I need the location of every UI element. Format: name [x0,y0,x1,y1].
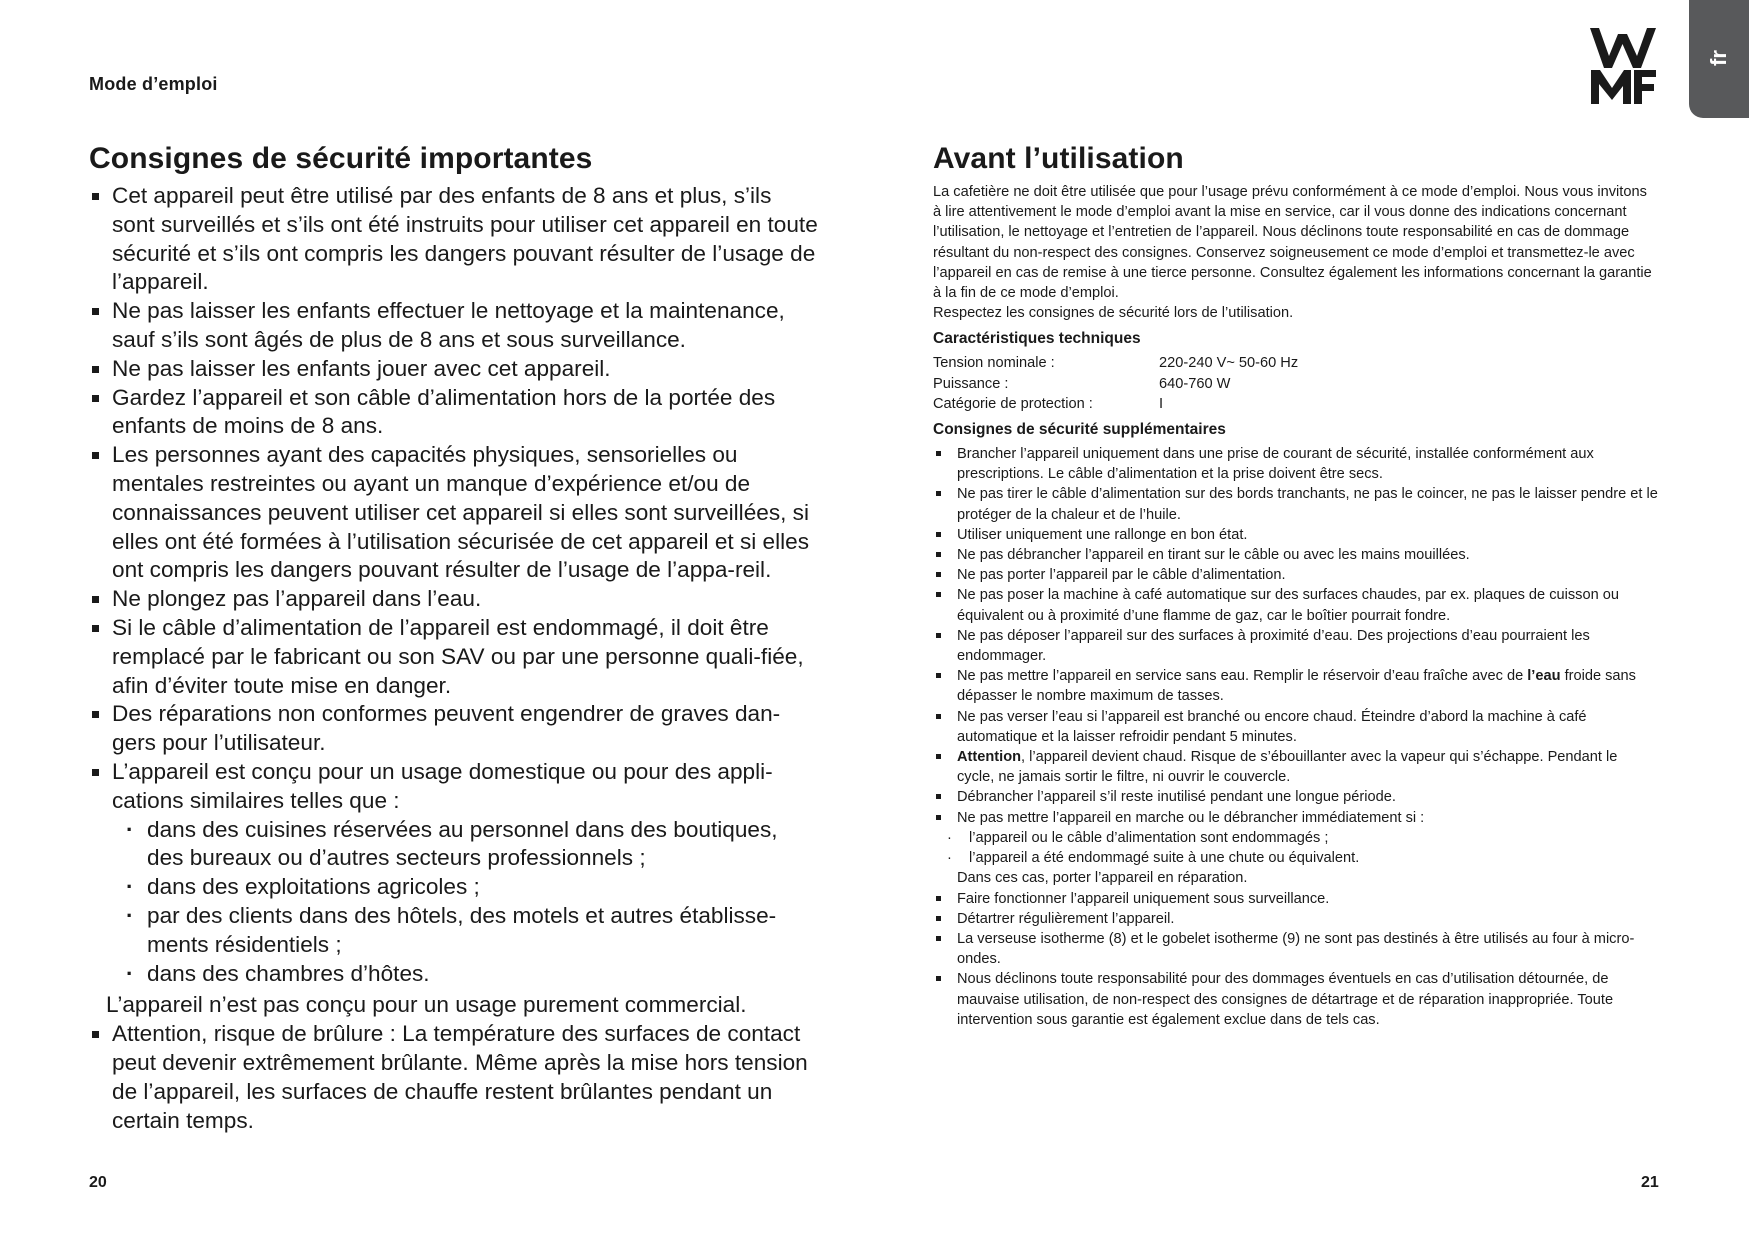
sub-list [112,816,819,989]
list-item: Des réparations non conformes peuvent engendrer de graves dan-gers pour l’utilisateur. [89,700,819,758]
list-item-text: Ne pas mettre l’appareil en marche ou le débrancher immédiatement si : [957,809,1425,826]
spec-value: I [1159,395,1164,412]
sub-list-item: · l’appareil ou le câble d’alimentation sont endommagés ; [933,828,1658,848]
before-use-title: Avant l’utilisation [933,142,1184,175]
spec-label: Tension nominale : [933,355,1055,372]
list-item: Si le câble d’alimentation de l’appareil est endommagé, il doit être remplacé par le fabricant ou son SAV ou par une personne quali-fiée, afin d’éviter toute mise en danger. [89,614,819,700]
table-row [933,374,1298,394]
specs-title: Caractéristiques techniques [933,330,1141,348]
text-part: , l’appareil devient chaud. Risque de s’ébouillanter avec la vapeur qui s’échappe. Pendant le cycle, ne jamais sortir le filtre, ni ouvrir le couvercle. [957,749,1618,786]
bold-text: l’eau [1527,668,1561,685]
list-item: Brancher l’appareil uniquement dans une prise de courant de sécurité, installée conformément aux prescriptions. Le câble d’alimentation et la prise doivent être secs. [933,444,1658,484]
repair-note: Dans ces cas, porter l’appareil en réparation. [957,870,1248,887]
list-item: Ne plongez pas l’appareil dans l’eau. [89,585,819,614]
additional-safety-list-end [933,889,1658,1030]
intro-text [933,182,1658,323]
list-item: La verseuse isotherme (8) et le gobelet isotherme (9) ne sont pas destinés à être utilisés au four à micro-ondes. [933,929,1658,969]
spec-label: Catégorie de protection : [933,395,1093,412]
sub-list-item: · dans des cuisines réservées au personnel dans des boutiques, des bureaux ou d’autres secteurs professionnels ; [112,816,819,874]
list-item: Débrancher l’appareil s’il reste inutilisé pendant une longue période. [933,787,1658,807]
list-item: Ne pas laisser les enfants effectuer le nettoyage et la maintenance, sauf s’ils sont âgés de plus de 8 ans et sous surveillance. [89,297,819,355]
page-number-right: 21 [1641,1174,1659,1191]
sub-list-item: · par des clients dans des hôtels, des motels et autres établisse-ments résidentiels ; [112,902,819,960]
language-label: fr [1706,50,1731,66]
list-item [933,666,1658,706]
list-item: Attention, risque de brûlure : La température des surfaces de contact peut devenir extrêmement brûlante. Même après la mise hors tension de l’appareil, les surfaces de chauffe restent brûlantes pendant un certain temps. [89,1020,819,1135]
right-column [933,142,1658,1030]
safety-list [89,182,819,988]
list-item: Ne pas débrancher l’appareil en tirant sur le câble ou avec les mains mouillées. [933,545,1658,565]
additional-safety-list [933,444,1658,828]
intro-paragraph: La cafetière ne doit être utilisée que pour l’usage prévu conformément à ce mode d’emploi. Nous vous invitons à lire attentivement le mode d’emploi avant la mise en service, car il vous donne des indications concernant l’utilisation, le nettoyage et l’entretien de l’appareil. Nous déclinons toute responsabilité en cas de dommage résultant du non-respect des consignes. Conservez soigneusement ce mode d’emploi et transmettez-le avec l’appareil en cas de remise à une tierce personne. Consultez également les informations concernant la garantie à la fin de ce mode d’emploi. [933,184,1652,302]
text-part: froide sans dépasser le nombre maximum de tasses. [957,668,1636,705]
list-item: Détartrer régulièrement l’appareil. [933,909,1658,929]
list-item: Ne pas laisser les enfants jouer avec cet appareil. [89,355,819,384]
page-number-left: 20 [89,1174,107,1191]
sub-list-item: · l’appareil a été endommagé suite à une chute ou équivalent. [933,848,1658,868]
list-item: Ne pas porter l’appareil par le câble d’alimentation. [933,565,1658,585]
sub-list-item: · dans des chambres d’hôtes. [112,960,819,989]
specs-table [933,353,1298,414]
table-row [933,353,1298,373]
left-column [89,142,819,1135]
list-item [933,808,1658,828]
text-part: Ne pas mettre l’appareil en service sans eau. Remplir le réservoir d’eau fraîche avec de [957,668,1528,685]
list-item [89,758,819,988]
spec-label: Puissance : [933,375,1009,392]
list-item: Les personnes ayant des capacités physiques, sensorielles ou mentales restreintes ou ayant un manque d’expérience et/ou de connaissances peuvent utiliser cet appareil si elles sont surveillées, si elles ont été formées à l’utilisation sécurisée de cet appareil et si elles ont compris les dangers pouvant résulter de l’usage de l’appa-reil. [89,441,819,585]
sub-list [933,828,1658,868]
language-tab [1689,0,1749,118]
list-item [933,747,1658,787]
commercial-note: L’appareil n’est pas conçu pour un usage purement commercial. [106,992,747,1018]
table-row [933,394,1298,414]
spec-value: 220-240 V~ 50-60 Hz [1159,355,1299,372]
additional-safety-title: Consignes de sécurité supplémentaires [933,421,1226,439]
list-item: Faire fonctionner l’appareil uniquement sous surveillance. [933,889,1658,909]
safety-title: Consignes de sécurité importantes [89,142,593,175]
intro-paragraph-2: Respectez les consignes de sécurité lors de l’utilisation. [933,305,1294,322]
list-item: Ne pas verser l’eau si l’appareil est branché ou encore chaud. Éteindre d’abord la machine à café automatique et la laisser refroidir pendant 5 minutes. [933,707,1658,747]
safety-list-end [89,1020,819,1135]
running-title: Mode d’emploi [89,74,218,94]
sub-list-item: · dans des exploitations agricoles ; [112,873,819,902]
list-item: Cet appareil peut être utilisé par des enfants de 8 ans et plus, s’ils sont surveillés et s’ils ont été instruits pour utiliser cet appareil en toute sécurité et s’ils ont compris les dangers pouvant résulter de l’usage de l’appareil. [89,182,819,297]
list-item: Ne pas poser la machine à café automatique sur des surfaces chaudes, par ex. plaques de cuisson ou équivalent ou à proximité d’une flamme de gaz, car le boîtier pourrait fondre. [933,585,1658,625]
list-item-text: L’appareil est conçu pour un usage domestique ou pour des appli-cations similaires telles que : [112,758,773,813]
spec-value: 640-760 W [1159,375,1231,392]
list-item: Ne pas tirer le câble d’alimentation sur des bords tranchants, ne pas le coincer, ne pas le laisser pendre et le protéger de la chaleur et de l’huile. [933,484,1658,524]
list-item: Ne pas déposer l’appareil sur des surfaces à proximité d’eau. Des projections d’eau pourraient les endommager. [933,626,1658,666]
wmf-logo [1588,26,1658,108]
list-item: Gardez l’appareil et son câble d’alimentation hors de la portée des enfants de moins de 8 ans. [89,384,819,442]
list-item: Nous déclinons toute responsabilité pour des dommages éventuels en cas d’utilisation détournée, de mauvaise utilisation, de non-respect des consignes de détartrage et de réparation inappropriée. Toute intervention sous garantie est également exclue dans de tels cas. [933,969,1658,1030]
bold-text: Attention [957,749,1022,766]
list-item: Utiliser uniquement une rallonge en bon état. [933,525,1658,545]
